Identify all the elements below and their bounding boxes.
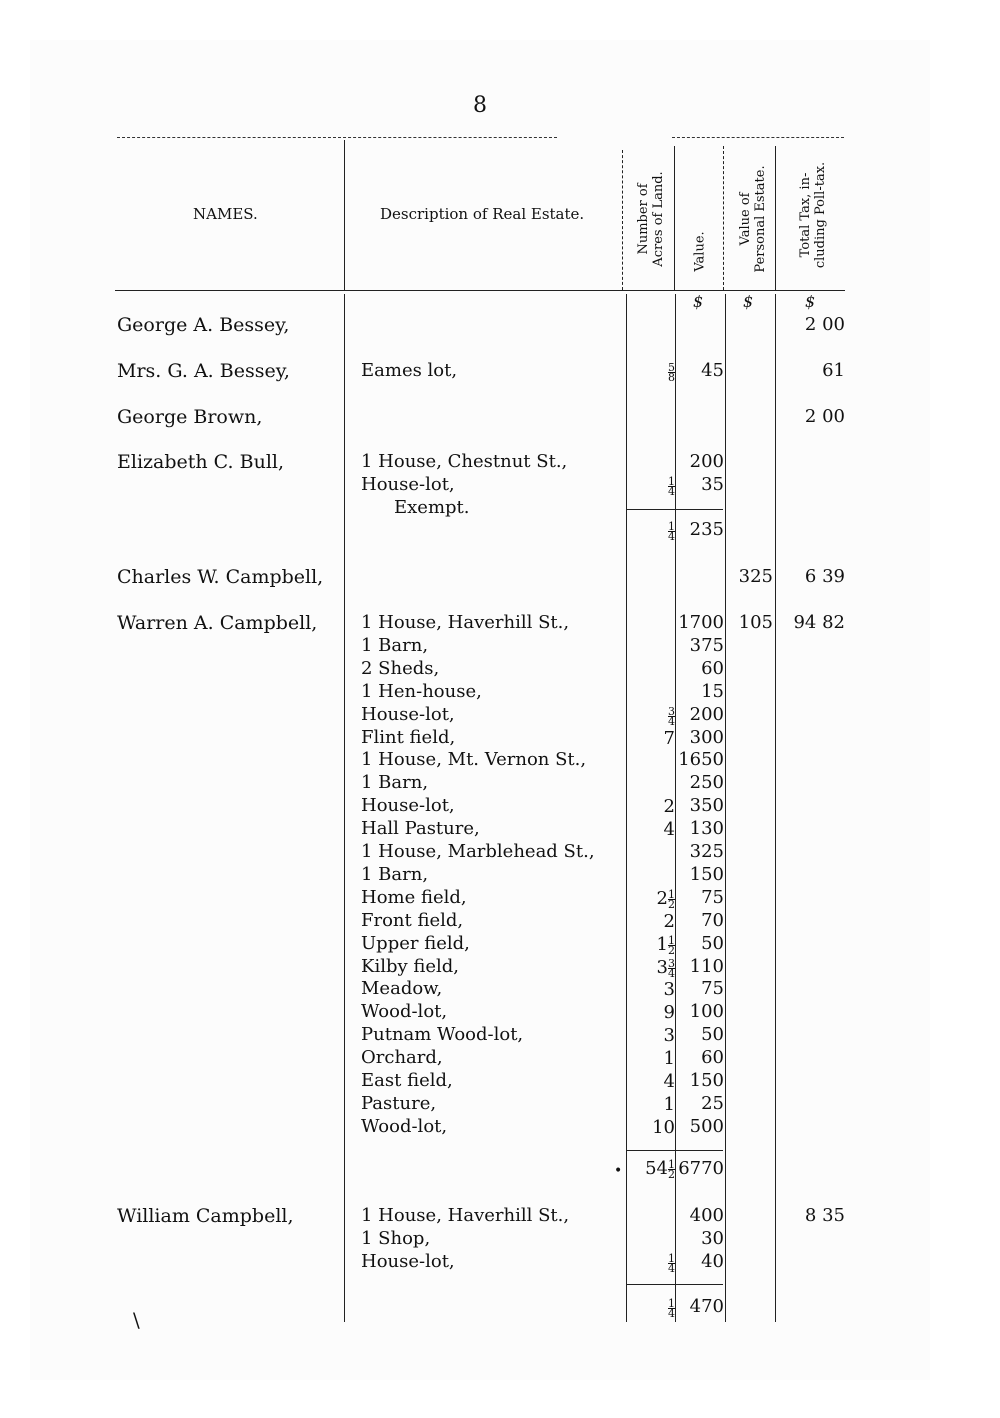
total-value: 470 [689,1296,724,1317]
row-value: 100 [689,1001,724,1022]
row-acres: 2 [663,796,675,817]
row-acres: 2 $\frac{1}{2}$ [656,887,675,911]
total-acres: 54 $\frac{1}{2}$ [645,1157,675,1181]
row-desc: 1 Barn, [361,864,429,885]
row-desc: Putnam Wood-lot, [361,1024,524,1045]
row-name: George A. Bessey, [117,314,290,336]
row-value: 130 [689,818,724,839]
row-acres: 9 [663,1002,675,1023]
acre-fraction: $\frac{1}{2}$ [668,1157,675,1181]
acre-fraction: $\frac{3}{4}$ [668,704,675,728]
total-acres [668,520,675,541]
row-acres [668,705,675,726]
row-personal: 325 [738,566,773,587]
top-rule [117,137,557,138]
row-tax: 94 82 [793,612,845,633]
col-line-3 [675,294,676,1322]
row-desc: Hall Pasture, [361,818,480,839]
row-acres: 7 [663,728,675,749]
acre-fraction: $\frac{1}{2}$ [668,933,675,957]
row-value: 50 [701,1024,724,1045]
row-value: 110 [689,956,724,977]
row-desc: 2 Sheds, [361,658,440,679]
row-value: 60 [701,658,724,679]
header-rule [115,290,845,291]
header-description: Description of Real Estate. [380,205,585,223]
header-names: NAMES. [193,205,258,223]
row-value: 70 [701,910,724,931]
row-desc: Eames lot, [361,360,458,381]
dollar-tax: $ [805,292,816,311]
row-desc: Flint field, [361,727,456,748]
row-desc: House-lot, [361,704,455,725]
header-acres-line1: Number of [636,183,651,255]
row-acres [668,1252,675,1273]
row-desc: 1 Hen-house, [361,681,482,702]
row-tax: 2 00 [804,406,845,427]
row-acres: 1 [663,1048,675,1069]
row-desc: Wood-lot, [361,1116,448,1137]
row-value: 350 [689,795,724,816]
row-desc: 1 House, Haverhill St., [361,1205,570,1226]
col-line-2h [622,150,623,290]
col-line-5 [775,294,776,1322]
row-desc: East field, [361,1070,453,1091]
acre-fraction: $\frac{1}{4}$ [668,519,675,543]
row-name: Charles W. Campbell, [117,566,324,588]
row-desc: Upper field, [361,933,470,954]
page-number: 8 [473,93,487,118]
dollar-value: $ [693,292,704,311]
row-acres: 4 [663,819,675,840]
row-desc: 1 Barn, [361,772,429,793]
row-personal: 105 [738,612,773,633]
col-line-5h [775,146,776,290]
col-line-1h [344,140,345,290]
acre-fraction: $\frac{1}{4}$ [668,474,675,498]
row-desc: Exempt. [394,497,470,518]
row-desc: Orchard, [361,1047,443,1068]
total-rule [627,1150,723,1151]
row-acres [668,361,675,382]
stray-mark: \ [133,1308,140,1332]
row-value: 1650 [678,749,724,770]
header-value: Value. [692,231,708,272]
row-acres: 1 [663,1094,675,1115]
row-value: 500 [689,1116,724,1137]
row-tax: 61 [822,360,845,381]
row-value: 45 [701,360,724,381]
row-value: 150 [689,864,724,885]
row-desc: Kilby field, [361,956,460,977]
row-name: George Brown, [117,406,263,428]
row-value: 200 [689,704,724,725]
row-desc: House-lot, [361,795,455,816]
total-rule [627,1284,723,1285]
row-tax: 2 00 [804,314,845,335]
col-line-4 [725,294,726,1322]
row-value: 250 [689,772,724,793]
row-desc: 1 House, Marblehead St., [361,841,595,862]
row-value: 200 [689,451,724,472]
total-value: 6770 [678,1158,724,1179]
col-line-3h [674,146,675,290]
row-desc: 1 House, Haverhill St., [361,612,570,633]
dollar-personal: $ [743,292,754,311]
header-acres [636,154,666,284]
row-acres: 3 [663,979,675,1000]
header-personal-line2: Personal Estate. [753,165,768,273]
row-desc: House-lot, [361,474,455,495]
row-desc: Home field, [361,887,467,908]
row-value: 75 [701,978,724,999]
row-name: Elizabeth C. Bull, [117,451,285,473]
row-value: 1700 [678,612,724,633]
header-personal-line1: Value of [738,192,753,246]
row-desc: Pasture, [361,1093,437,1114]
row-acres: 2 [663,911,675,932]
acre-fraction: $\frac{5}{8}$ [668,360,675,384]
row-value: 15 [701,681,724,702]
total-rule [627,509,723,510]
header-tax [798,145,828,285]
col-line-4h [723,146,724,290]
row-desc: 1 Barn, [361,635,429,656]
row-value: 150 [689,1070,724,1091]
acre-fraction: $\frac{1}{4}$ [668,1251,675,1275]
row-name: Warren A. Campbell, [117,612,318,634]
col-line-1 [344,294,345,1322]
acre-fraction: $\frac{1}{2}$ [668,887,675,911]
col-line-2 [626,294,627,1322]
row-desc: 1 House, Chestnut St., [361,451,568,472]
row-desc: Wood-lot, [361,1001,448,1022]
header-acres-line2: Acres of Land. [651,171,666,267]
row-value: 300 [689,727,724,748]
acre-fraction: $\frac{3}{4}$ [668,956,675,980]
header-personal [738,154,768,284]
row-acres [668,475,675,496]
row-value: 30 [701,1228,724,1249]
row-value: 60 [701,1047,724,1068]
row-desc: House-lot, [361,1251,455,1272]
total-acres [668,1297,675,1318]
row-desc: 1 Shop, [361,1228,431,1249]
row-value: 375 [689,635,724,656]
row-acres: 3 $\frac{3}{4}$ [656,956,675,980]
row-acres: 10 [652,1117,675,1138]
row-value: 35 [701,474,724,495]
row-acres: 3 [663,1025,675,1046]
row-value: 25 [701,1093,724,1114]
row-desc: 1 House, Mt. Vernon St., [361,749,587,770]
row-name: William Campbell, [117,1205,294,1227]
row-value: 40 [701,1251,724,1272]
row-acres: 4 [663,1071,675,1092]
header-tax-line1: Total Tax, in- [798,172,813,258]
row-value: 50 [701,933,724,954]
row-value: 400 [689,1205,724,1226]
row-tax: 6 39 [804,566,845,587]
row-desc: Meadow, [361,978,443,999]
row-acres: 1 $\frac{1}{2}$ [656,933,675,957]
header-tax-line2: cluding Poll-tax. [813,161,828,269]
row-tax: 8 35 [804,1205,845,1226]
top-rule-right [672,137,844,138]
row-value: 325 [689,841,724,862]
ledger-page [30,40,930,1380]
row-value: 75 [701,887,724,908]
row-desc: Front field, [361,910,464,931]
row-name: Mrs. G. A. Bessey, [117,360,290,382]
total-value: 235 [689,519,724,540]
acre-fraction: $\frac{1}{4}$ [668,1296,675,1320]
dot-mark: • [614,1163,623,1179]
